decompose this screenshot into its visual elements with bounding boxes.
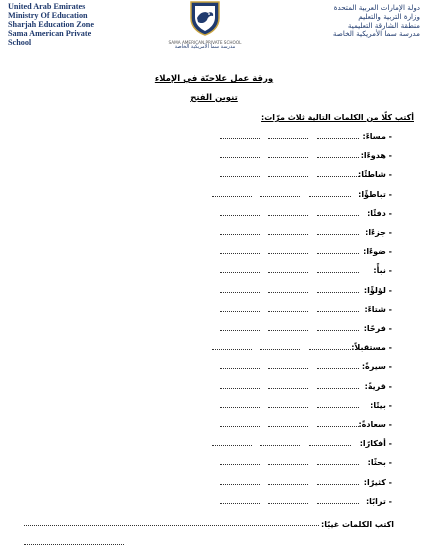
bullet-dash: - bbox=[385, 189, 392, 199]
answer-line[interactable] bbox=[268, 175, 308, 177]
word-text: مستقبلاً bbox=[354, 343, 386, 353]
answer-line[interactable] bbox=[268, 425, 308, 427]
word-colon: : bbox=[359, 439, 363, 449]
word-text: مساءً bbox=[365, 132, 386, 141]
word-colon: : bbox=[363, 324, 367, 333]
answer-line[interactable] bbox=[268, 387, 308, 389]
answer-line[interactable] bbox=[212, 195, 252, 197]
word-colon: : bbox=[360, 151, 364, 161]
word-text: قريةً bbox=[367, 381, 386, 391]
word-colon: : bbox=[364, 381, 368, 391]
answer-line[interactable] bbox=[317, 310, 359, 312]
answer-line[interactable] bbox=[317, 329, 359, 331]
word-text: شتاءً bbox=[367, 304, 386, 314]
word-label bbox=[365, 228, 392, 237]
answer-line[interactable] bbox=[317, 175, 359, 177]
word-colon: : bbox=[363, 247, 367, 257]
word-label bbox=[361, 151, 392, 160]
answer-line[interactable] bbox=[317, 137, 359, 139]
word-row bbox=[0, 132, 428, 150]
word-label bbox=[364, 324, 392, 333]
bullet-dash: - bbox=[385, 420, 392, 429]
answer-line[interactable] bbox=[317, 233, 359, 235]
answer-line[interactable] bbox=[24, 543, 124, 545]
answer-line[interactable] bbox=[220, 367, 260, 369]
word-label bbox=[364, 286, 392, 295]
answer-line[interactable] bbox=[317, 252, 359, 254]
word-colon: : bbox=[351, 343, 355, 353]
word-row bbox=[0, 190, 428, 208]
word-row bbox=[0, 439, 428, 457]
word-colon: : bbox=[363, 285, 368, 295]
answer-line[interactable] bbox=[212, 444, 252, 446]
answer-line[interactable] bbox=[220, 483, 260, 485]
answer-line[interactable] bbox=[212, 348, 252, 350]
word-colon: : bbox=[358, 170, 362, 180]
answer-line[interactable] bbox=[220, 425, 260, 427]
word-label bbox=[358, 190, 392, 199]
bullet-dash: - bbox=[385, 324, 392, 333]
answer-line[interactable] bbox=[260, 195, 300, 197]
answer-line[interactable] bbox=[220, 463, 260, 465]
answer-line[interactable] bbox=[220, 175, 260, 177]
bullet-dash: - bbox=[385, 477, 392, 487]
word-text: فرحًا bbox=[366, 324, 386, 333]
answer-line[interactable] bbox=[260, 444, 300, 446]
final-instruction bbox=[321, 520, 394, 529]
bullet-dash: - bbox=[385, 170, 392, 180]
word-row bbox=[0, 382, 428, 400]
word-row bbox=[0, 343, 428, 361]
bullet-dash: - bbox=[385, 247, 392, 257]
answer-line[interactable] bbox=[220, 291, 260, 293]
word-colon: : bbox=[367, 458, 371, 468]
word-text: بحثًا bbox=[370, 458, 386, 468]
word-label bbox=[367, 209, 392, 218]
word-colon: : bbox=[363, 477, 367, 487]
bullet-dash: - bbox=[385, 458, 392, 468]
word-colon: : bbox=[361, 362, 366, 372]
worksheet-title: ورقة عمل علاجيّة في الإملاء bbox=[154, 74, 274, 84]
school-name-english bbox=[8, 2, 148, 47]
answer-line[interactable] bbox=[317, 367, 359, 369]
answer-line[interactable] bbox=[317, 406, 359, 408]
answer-line[interactable] bbox=[268, 291, 308, 293]
answer-line[interactable] bbox=[268, 271, 308, 273]
word-label bbox=[363, 132, 393, 141]
word-row bbox=[0, 228, 428, 246]
bullet-dash: - bbox=[385, 439, 392, 449]
word-label bbox=[358, 170, 392, 179]
bullet-dash: - bbox=[385, 266, 392, 276]
word-label bbox=[364, 305, 392, 314]
word-row bbox=[0, 497, 428, 515]
eagle-shield-icon bbox=[185, 0, 225, 36]
answer-line[interactable] bbox=[268, 367, 308, 369]
answer-line[interactable] bbox=[317, 271, 359, 273]
answer-line[interactable] bbox=[268, 310, 308, 312]
answer-line[interactable] bbox=[268, 483, 308, 485]
word-colon: : bbox=[373, 266, 377, 276]
word-row bbox=[0, 151, 428, 169]
bullet-dash: - bbox=[385, 362, 392, 372]
word-text: سعادةً bbox=[361, 420, 386, 429]
word-text: جزءًا bbox=[368, 228, 386, 237]
word-label bbox=[365, 382, 392, 391]
word-colon: : bbox=[367, 208, 371, 218]
header-line: School bbox=[8, 38, 32, 47]
answer-line[interactable] bbox=[309, 195, 351, 197]
word-text: ترابًا bbox=[369, 496, 386, 506]
final-instruction-text: اكتب الكلمات غيبًا: bbox=[321, 520, 394, 529]
answer-line[interactable] bbox=[220, 310, 260, 312]
word-text: سيرةً bbox=[365, 362, 386, 372]
answer-line[interactable] bbox=[268, 252, 308, 254]
word-row bbox=[0, 266, 428, 284]
word-row bbox=[0, 247, 428, 265]
bullet-dash: - bbox=[385, 151, 392, 161]
header-line: وزارة التربية والتعليم bbox=[358, 11, 420, 21]
word-row bbox=[0, 305, 428, 323]
bullet-dash: - bbox=[385, 228, 392, 237]
word-row bbox=[0, 420, 428, 438]
bullet-dash: - bbox=[385, 400, 392, 410]
answer-line[interactable] bbox=[220, 271, 260, 273]
header-line: دولة الإمارات العربية المتحدة bbox=[333, 3, 420, 12]
header-line: مدرسة سما الأمريكية الخاصة bbox=[332, 29, 420, 39]
answer-line[interactable] bbox=[220, 329, 260, 331]
word-label bbox=[368, 458, 392, 467]
word-row bbox=[0, 362, 428, 380]
answer-line[interactable] bbox=[220, 214, 260, 216]
word-label bbox=[364, 478, 392, 487]
answer-line[interactable] bbox=[268, 502, 308, 504]
answer-line[interactable] bbox=[220, 406, 260, 408]
answer-line[interactable] bbox=[317, 387, 359, 389]
word-row bbox=[0, 401, 428, 419]
word-colon: : bbox=[365, 496, 370, 506]
answer-line[interactable] bbox=[220, 502, 260, 504]
header-line: United Arab Emirates bbox=[8, 2, 86, 11]
answer-line[interactable] bbox=[220, 233, 260, 235]
answer-line[interactable] bbox=[268, 463, 308, 465]
answer-line[interactable] bbox=[220, 387, 260, 389]
answer-line[interactable] bbox=[317, 463, 359, 465]
worksheet-subtitle: تنوين الفتح bbox=[190, 93, 238, 103]
word-text: هدوءًا bbox=[363, 151, 386, 161]
school-logo bbox=[150, 0, 260, 48]
word-row bbox=[0, 458, 428, 476]
instruction: أكتب كلًا من الكلمات التالية ثلاث مرّات: bbox=[261, 113, 414, 122]
header-line: Ministry Of Education bbox=[8, 11, 88, 20]
answer-line[interactable] bbox=[317, 214, 359, 216]
word-label bbox=[358, 420, 392, 429]
answer-line[interactable] bbox=[317, 483, 359, 485]
answer-line[interactable] bbox=[268, 214, 308, 216]
word-label bbox=[373, 266, 392, 275]
answer-line[interactable] bbox=[317, 425, 359, 427]
answer-line[interactable] bbox=[317, 291, 359, 293]
school-name-arabic bbox=[290, 4, 420, 39]
word-row bbox=[0, 209, 428, 227]
answer-line[interactable] bbox=[24, 524, 319, 526]
word-label bbox=[370, 401, 392, 410]
word-text: شاطئًا bbox=[361, 170, 386, 180]
answer-line[interactable] bbox=[317, 502, 359, 504]
answer-line[interactable] bbox=[268, 233, 308, 235]
answer-line[interactable] bbox=[268, 406, 308, 408]
answer-line[interactable] bbox=[220, 156, 260, 158]
answer-line[interactable] bbox=[309, 444, 351, 446]
word-row bbox=[0, 478, 428, 496]
word-colon: : bbox=[370, 400, 374, 410]
word-label bbox=[351, 343, 392, 352]
word-text: لؤلؤًا bbox=[367, 285, 386, 295]
bullet-dash: - bbox=[385, 381, 392, 391]
word-text: دفئًا bbox=[370, 208, 386, 218]
word-row bbox=[0, 170, 428, 188]
logo-caption-arabic: مدرسة سما الأمريكية الخاصة bbox=[174, 44, 236, 50]
header-line: Sama American Private bbox=[8, 29, 92, 38]
logo-caption-english: SAMA AMERICAN PRIVATE SCHOOL bbox=[168, 40, 242, 45]
bullet-dash: - bbox=[385, 285, 392, 295]
word-row bbox=[0, 286, 428, 304]
word-text: تباطؤًا bbox=[361, 189, 386, 199]
word-text: كثيرًا bbox=[366, 477, 386, 487]
word-text: أفكارًا bbox=[362, 439, 386, 449]
header-line: منطقة الشارقة التعليمية bbox=[347, 20, 420, 30]
word-colon: : bbox=[358, 189, 362, 199]
word-row bbox=[0, 324, 428, 342]
answer-line[interactable] bbox=[260, 348, 300, 350]
word-label bbox=[362, 362, 392, 371]
word-colon: : bbox=[358, 420, 362, 429]
word-text: نبأً bbox=[376, 266, 386, 276]
answer-line[interactable] bbox=[220, 137, 260, 139]
word-colon: : bbox=[364, 304, 368, 314]
answer-line[interactable] bbox=[317, 156, 359, 158]
word-label bbox=[366, 497, 392, 506]
bullet-dash: - bbox=[385, 343, 392, 353]
answer-line[interactable] bbox=[309, 348, 351, 350]
bullet-dash: - bbox=[385, 208, 392, 218]
answer-line[interactable] bbox=[268, 137, 308, 139]
bullet-dash: - bbox=[385, 304, 392, 314]
bullet-dash: - bbox=[385, 496, 392, 506]
answer-line[interactable] bbox=[268, 156, 308, 158]
word-label bbox=[363, 247, 392, 256]
answer-line[interactable] bbox=[268, 329, 308, 331]
header-line: Sharjah Education Zone bbox=[8, 20, 94, 29]
word-colon: : bbox=[362, 132, 366, 141]
bullet-dash: - bbox=[385, 132, 392, 141]
word-text: بيتًا bbox=[373, 400, 386, 410]
word-colon: : bbox=[365, 228, 369, 237]
word-label bbox=[360, 439, 392, 448]
word-text: ضوءًا bbox=[366, 247, 386, 257]
answer-line[interactable] bbox=[220, 252, 260, 254]
